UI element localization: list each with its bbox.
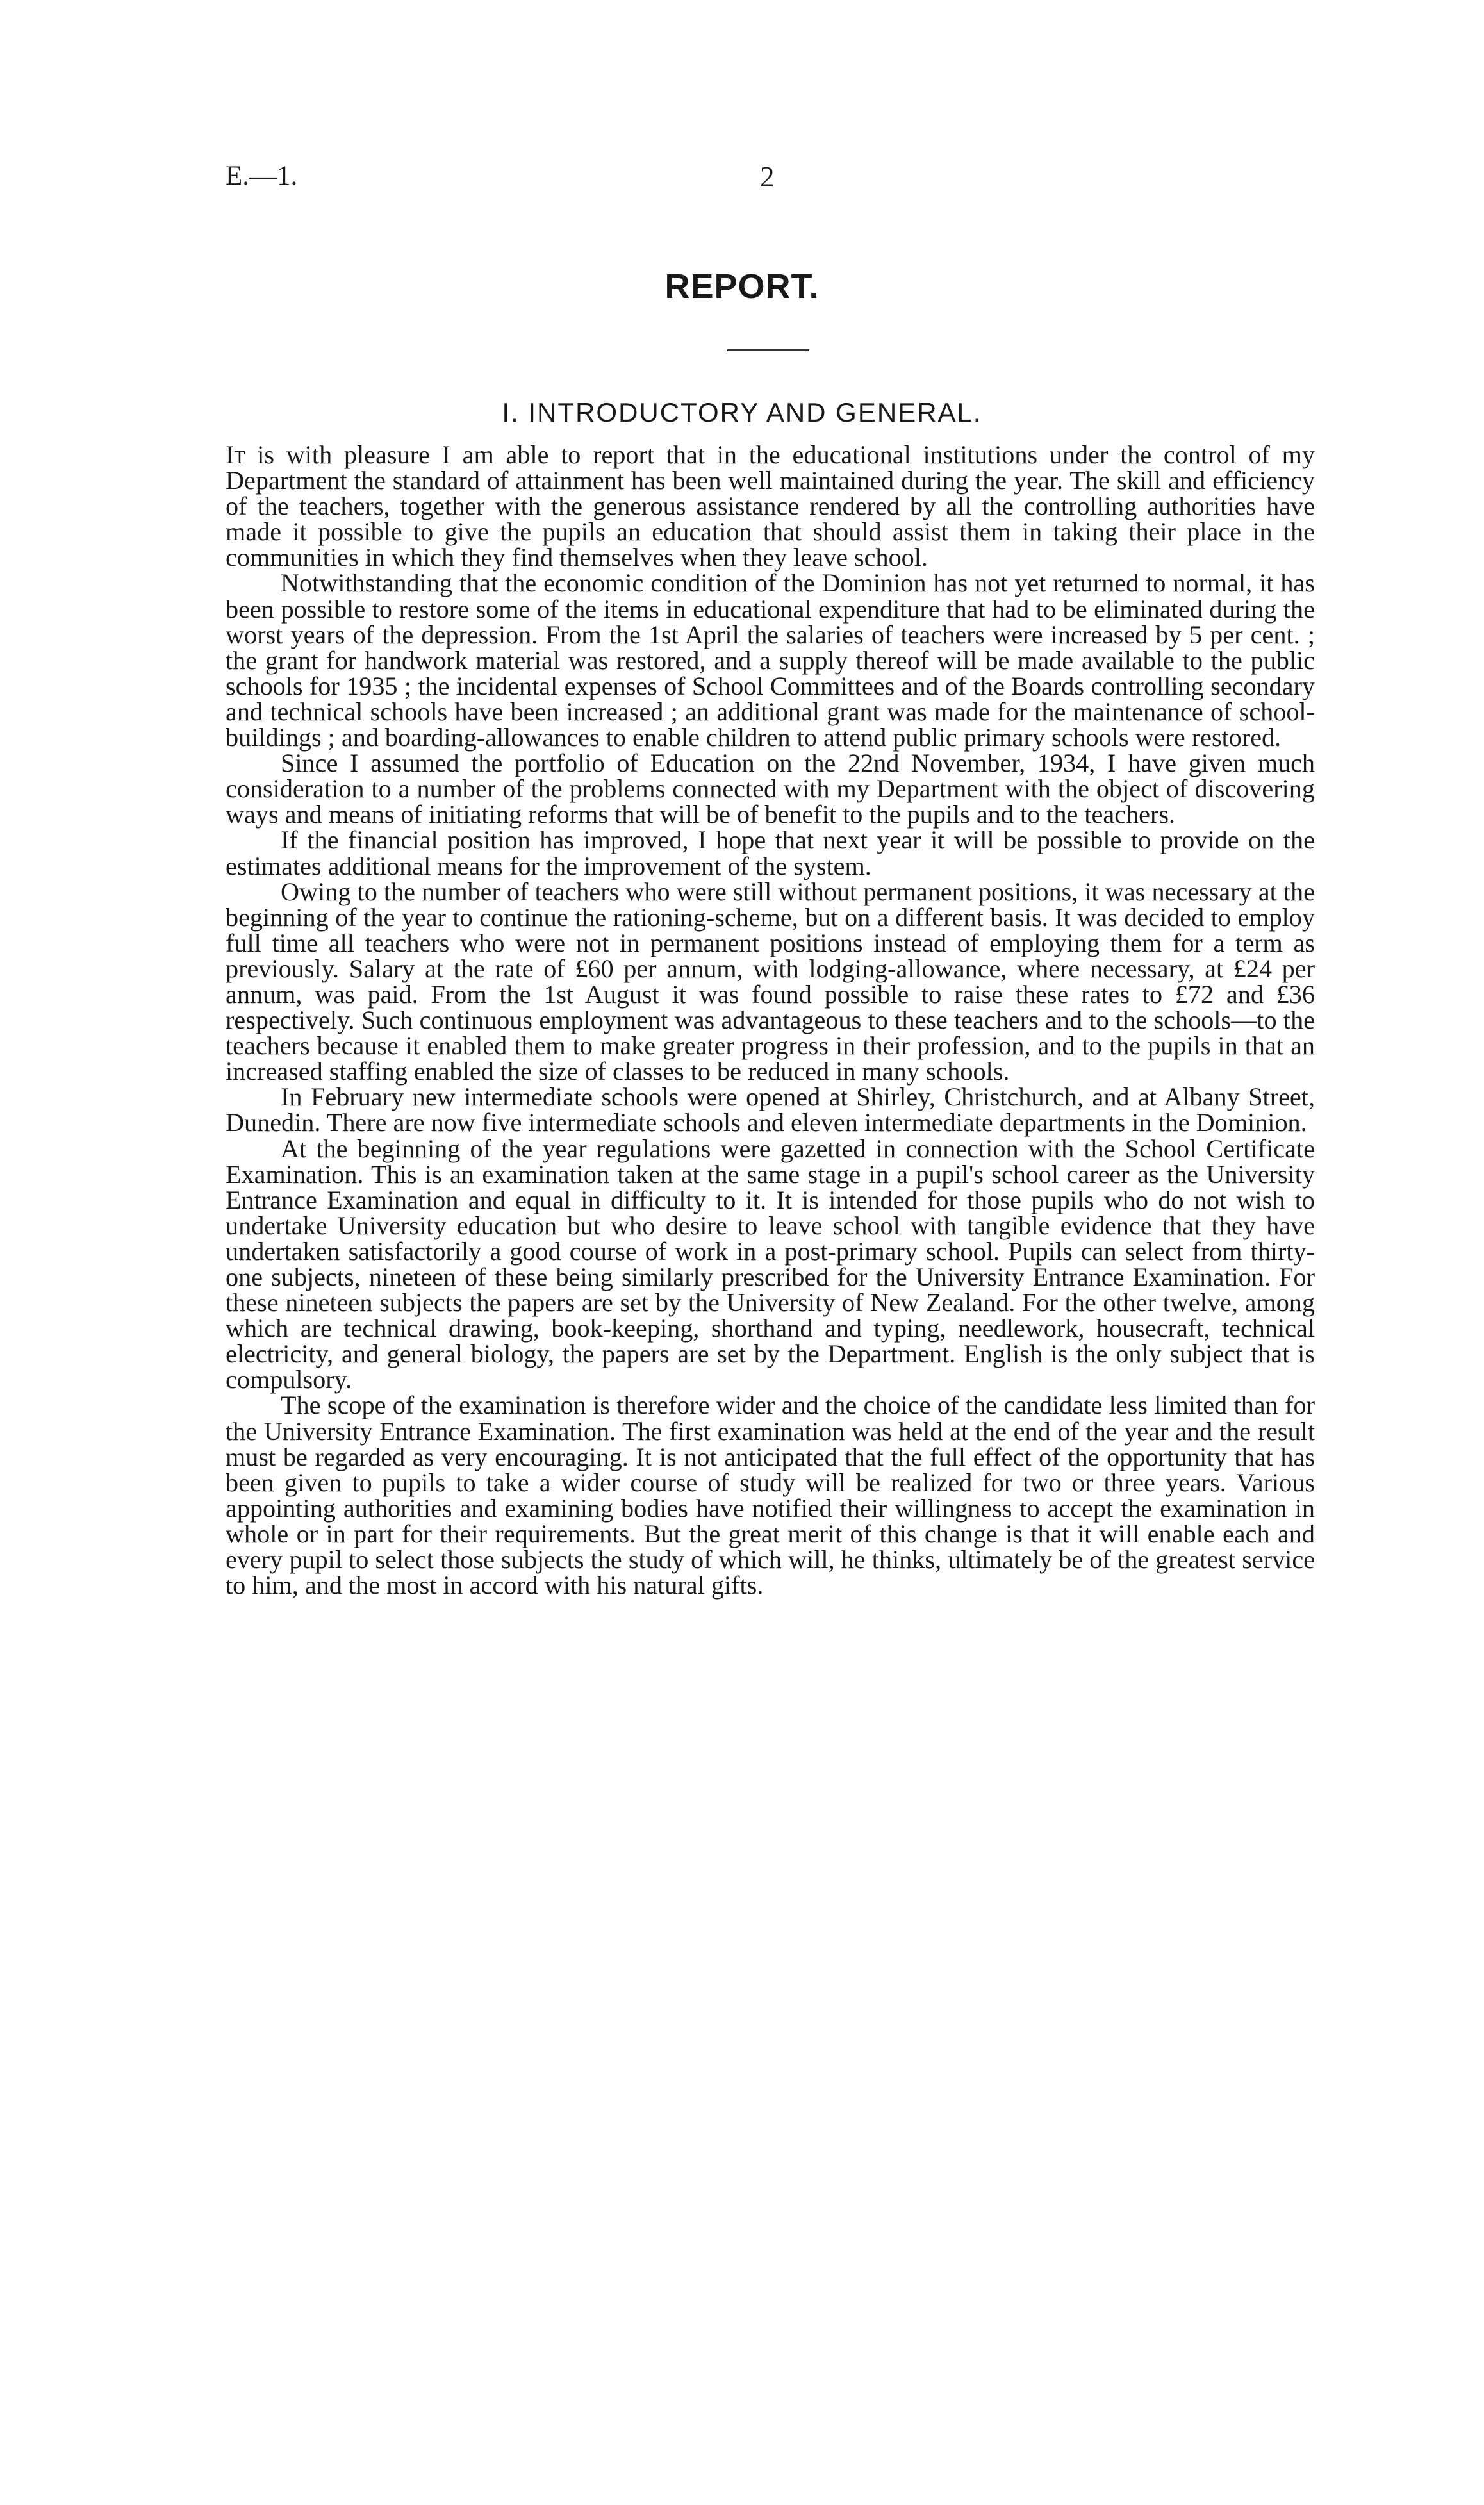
paragraph-2: Notwithstanding that the economic condition of the Dominion has not yet returned to normal, it has been possible to restore some of the items in educational expenditure that had to be eliminated during the worst years of the depression. From the 1st April the salaries of teachers were increased by 5 per cent. ; the grant for handwork material was restored, and a supply thereof will be made available to the public schools for 1935 ; the incidental expenses of School Committees and of the Boards controlling secondary and technical schools have been increased ; an additional grant was made for the maintenance of school-buildings ; and boarding-allowances to enable children to attend public primary schools were restored. bbox=[226, 568, 1315, 752]
section-heading: I. INTRODUCTORY AND GENERAL. bbox=[502, 397, 982, 427]
paragraph-6: In February new intermediate schools were opened at Shirley, Christchurch, and at Albany Street, Dunedin. There are now five intermediate schools and eleven intermediate departments in the Dominion. bbox=[226, 1082, 1315, 1137]
paragraph-1-text: is with pleasure I am able to report that in the educational institutions under the control of my Department the standard of attainment has been well maintained during the year. The skill and efficiency of the teachers, together with the generous assistance rendered by all the controlling authorities have made it possible to give the pupils an education that should assist them in taking their place in the communities in which they find themselves when they leave school. bbox=[226, 440, 1315, 572]
report-title: REPORT. bbox=[664, 267, 820, 306]
report-body bbox=[226, 442, 1315, 1598]
paragraph-1 bbox=[226, 442, 1315, 570]
paragraph-7: At the beginning of the year regulations were gazetted in connection with the School Certificate Examination. This is an examination taken at the same stage in a pupil's school career as the University Entrance Examination and equal in difficulty to it. It is intended for those pupils who do not wish to undertake University education but who desire to leave school with tangible evidence that they have undertaken satisfactorily a good course of work in a post-primary school. Pupils can select from thirty-one subjects, nineteen of these being similarly prescribed for the University Entrance Examination. For these nineteen subjects the papers are set by the University of New Zealand. For the other twelve, among which are technical drawing, book-keeping, shorthand and typing, needlework, housecraft, technical electricity, and general biology, the papers are set by the Department. English is the only subject that is compulsory. bbox=[226, 1134, 1315, 1394]
paragraph-lead-word: It bbox=[226, 440, 245, 469]
paragraph-8: The scope of the examination is therefore wider and the choice of the candidate less limited than for the University Entrance Examination. The first examination was held at the end of the year and the result must be regarded as very encouraging. It is not anticipated that the full effect of the opportunity that has been given to pupils to take a wider course of study will be realized for two or three years. Various appointing authorities and examining bodies have notified their willingness to accept the examination in whole or in part for their requirements. But the great merit of this change is that it will enable each and every pupil to select those subjects the study of which will, he thinks, ultimately be of the greatest service to him, and the most in accord with his natural gifts. bbox=[226, 1391, 1315, 1600]
page-number: 2 bbox=[760, 161, 775, 193]
paragraph-3: Since I assumed the portfolio of Education on the 22nd November, 1934, I have given much consideration to a number of the problems connected with my Department with the object of discovering ways and means of initiating reforms that will be of benefit to the pupils and to the teachers. bbox=[226, 748, 1315, 829]
title-divider bbox=[727, 349, 809, 351]
paragraph-5: Owing to the number of teachers who were still without permanent positions, it was necessary at the beginning of the year to continue the rationing-scheme, but on a different basis. It was decided to employ full time all teachers who were not in permanent positions instead of employing them for a term as previously. Salary at the rate of £60 per annum, with lodging-allowance, where necessary, at £24 per annum, was paid. From the 1st August it was found possible to raise these rates to £72 and £36 respectively. Such continuous employment was advantageous to these teachers and to the schools—to the teachers because it enabled them to make greater progress in their profession, and to the pupils in that an increased staffing enabled the size of classes to be reduced in many schools. bbox=[226, 877, 1315, 1086]
page-reference: E.—1. bbox=[226, 161, 298, 191]
paragraph-4: If the financial position has improved, I hope that next year it will be possible to provide on the estimates additional means for the improvement of the system. bbox=[226, 825, 1315, 880]
